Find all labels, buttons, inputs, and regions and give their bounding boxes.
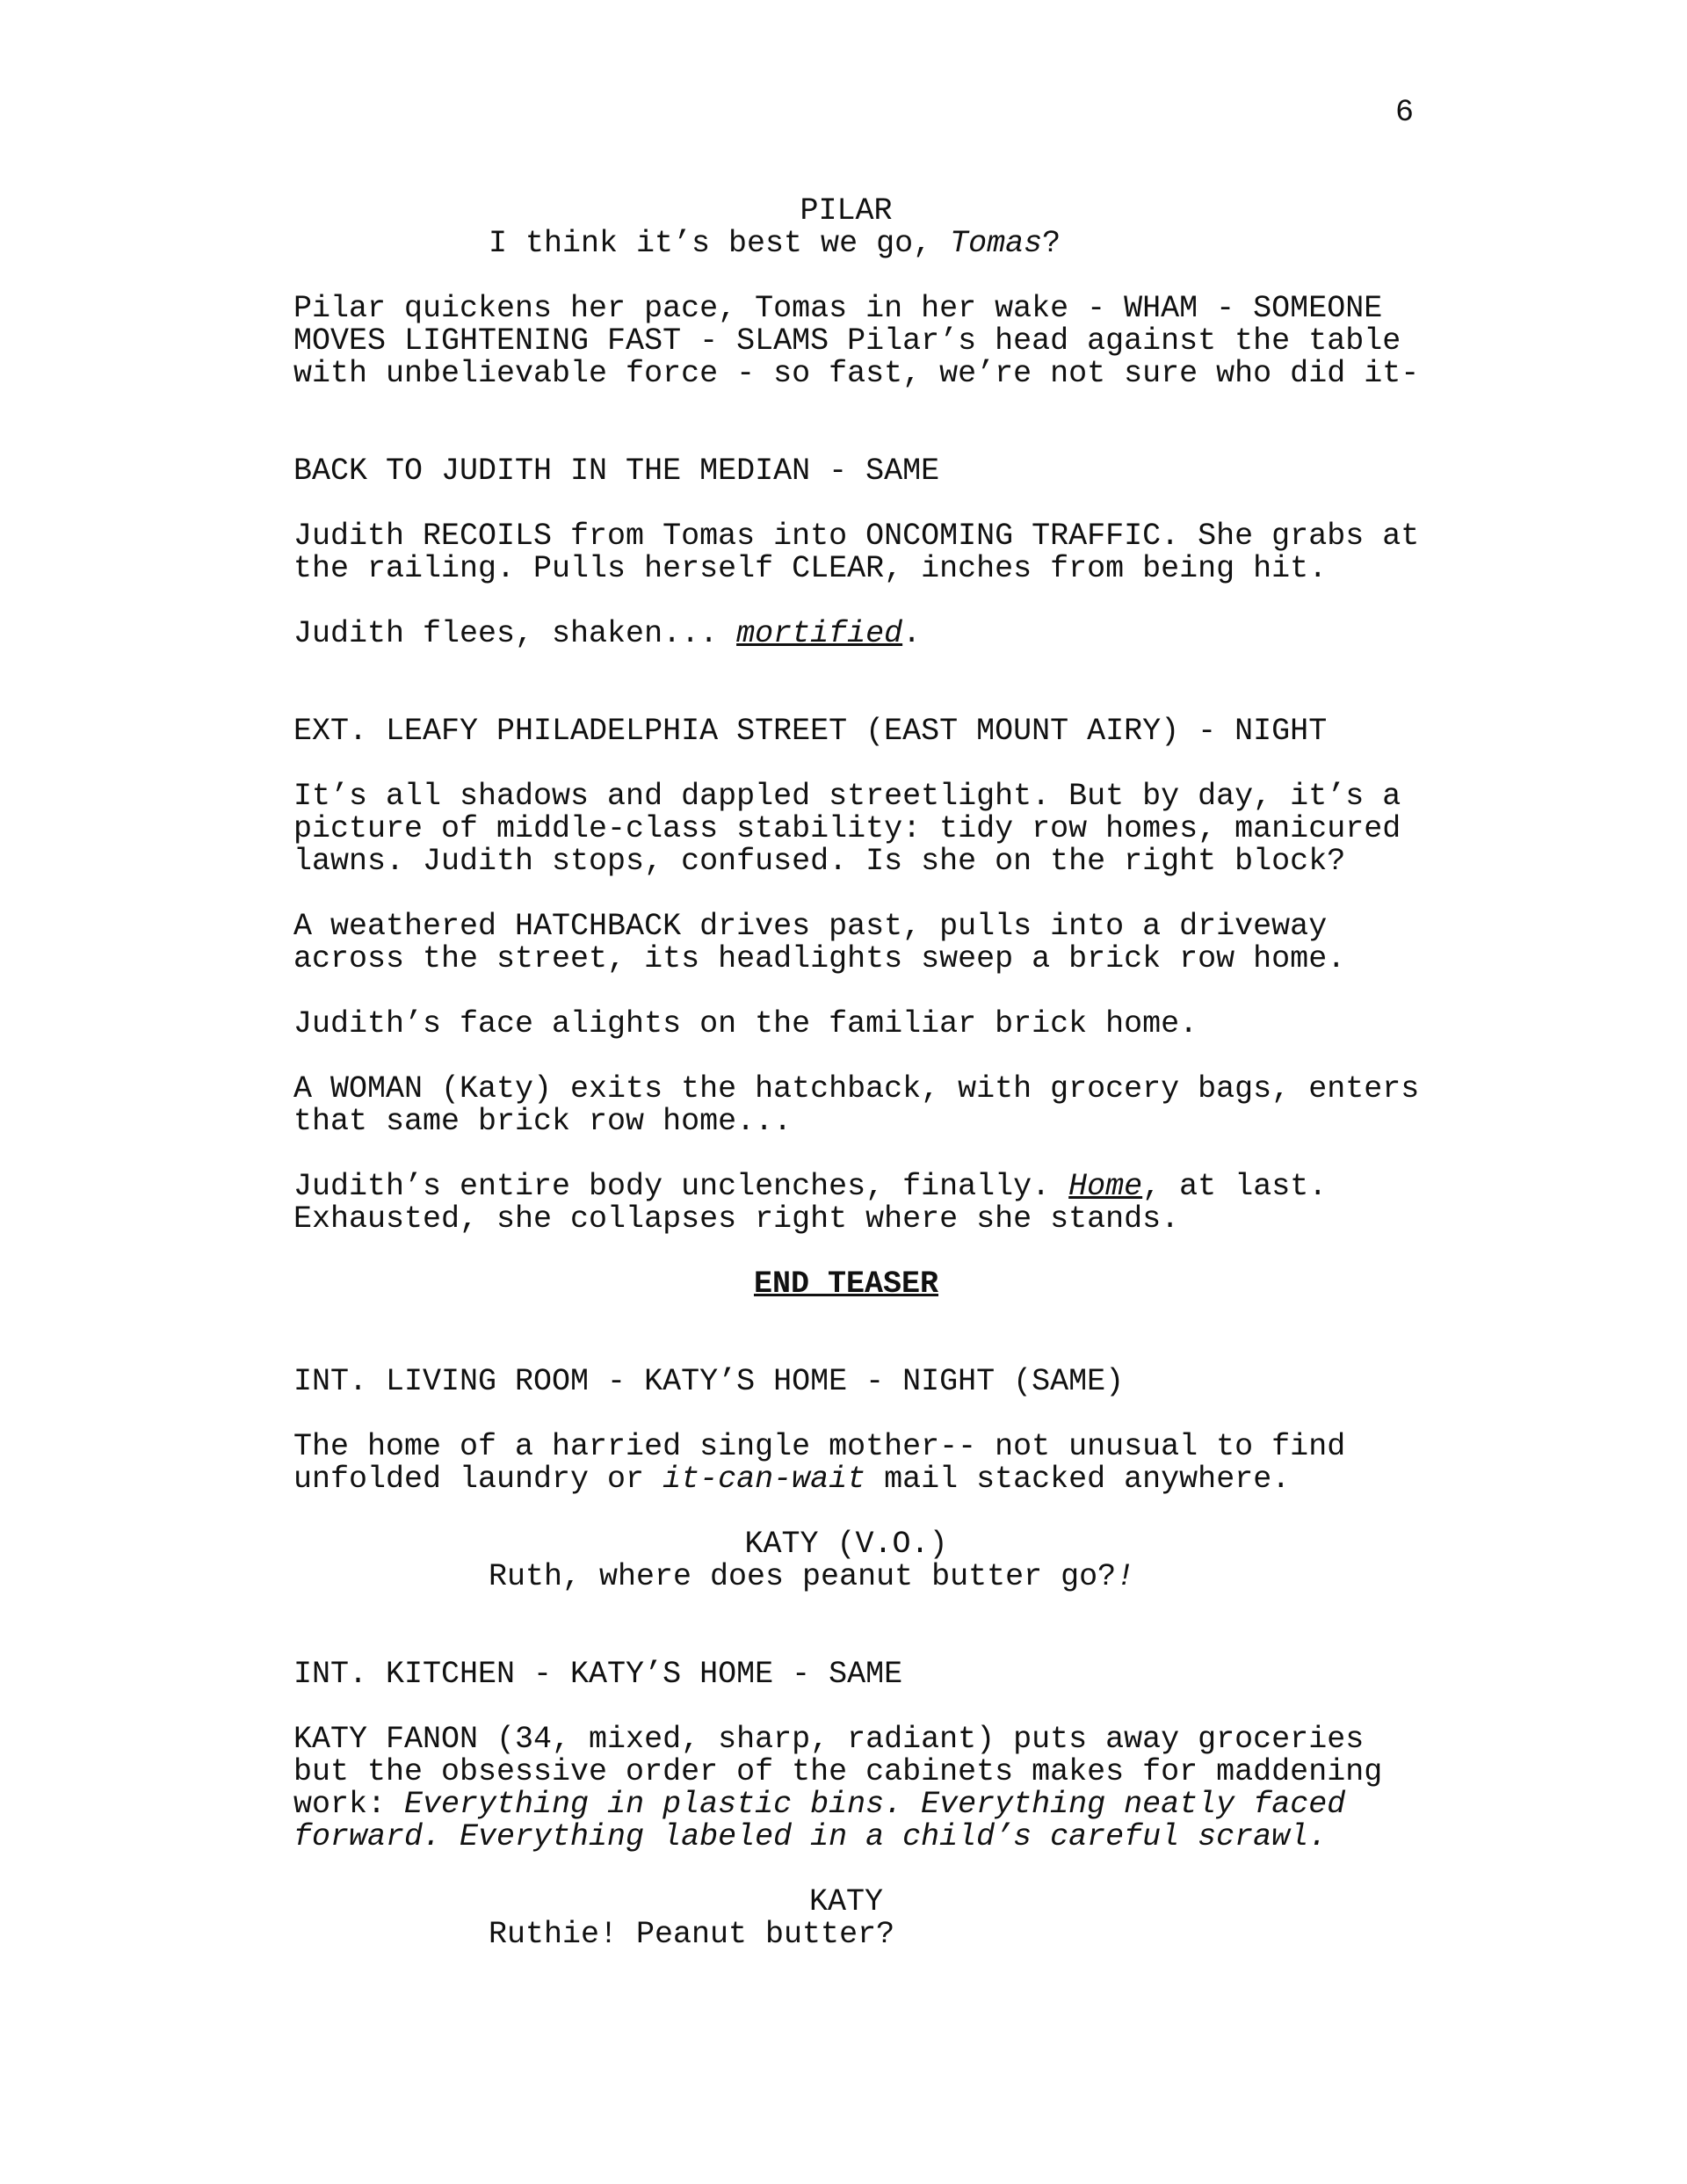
action-emphasis: Home	[1068, 1169, 1143, 1204]
page-number: 6	[1395, 95, 1415, 130]
dialogue-text: ?	[1042, 226, 1061, 261]
action-line	[293, 1821, 1327, 1854]
action-text: mail stacked anywhere.	[865, 1462, 1291, 1497]
action-emphasis: mortified	[736, 616, 903, 651]
action-text: unfolded laundry or	[293, 1462, 663, 1497]
character-name-pilar: PILAR	[800, 193, 893, 229]
action-line	[293, 1463, 1290, 1496]
action-line: but the obsessive order of the cabinets makes for maddening	[293, 1754, 1383, 1789]
scene-heading: EXT. LEAFY PHILADELPHIA STREET (EAST MOUNT AIRY) - NIGHT	[293, 714, 1328, 749]
action-emphasis: forward. Everything labeled in a child’s careful scrawl.	[293, 1819, 1328, 1854]
dialogue-text: I think it’s best we go,	[489, 226, 951, 261]
action-line: Judith RECOILS from Tomas into ONCOMING TRAFFIC. She grabs at	[293, 519, 1420, 554]
character-name-katy-vo: KATY (V.O.)	[744, 1527, 948, 1562]
action-line: Pilar quickens her pace, Tomas in her wake - WHAM - SOMEONE	[293, 291, 1383, 326]
scene-heading: INT. KITCHEN - KATY’S HOME - SAME	[293, 1657, 903, 1692]
action-line: the railing. Pulls herself CLEAR, inches from being hit.	[293, 551, 1328, 586]
action-line: KATY FANON (34, mixed, sharp, radiant) puts away groceries	[293, 1722, 1365, 1757]
dialogue-emphasis: Tomas	[950, 226, 1043, 261]
dialogue-text: Ruth, where does peanut butter go?	[489, 1559, 1117, 1594]
dialogue-katy	[489, 1561, 1134, 1593]
action-emphasis: Everything in plastic bins. Everything neatly faced	[404, 1787, 1346, 1822]
action-line: Judith’s face alights on the familiar brick home.	[293, 1006, 1198, 1041]
dialogue-katy: Ruthie! Peanut butter?	[489, 1917, 895, 1952]
dialogue-pilar	[489, 228, 1061, 260]
character-name-katy: KATY	[808, 1884, 883, 1919]
action-emphasis: it-can-wait	[662, 1462, 866, 1497]
action-line: Exhausted, she collapses right where she stands.	[293, 1201, 1180, 1237]
action-line: A WOMAN (Katy) exits the hatchback, with grocery bags, enters	[293, 1071, 1420, 1107]
action-text: , at last.	[1142, 1169, 1328, 1204]
action-line	[293, 1789, 1345, 1821]
action-text: .	[902, 616, 922, 651]
action-line: lawns. Judith stops, confused. Is she on the right block?	[293, 844, 1346, 879]
end-teaser-heading: END TEASER	[753, 1266, 939, 1302]
action-line: that same brick row home...	[293, 1104, 793, 1139]
action-text: Judith’s entire body unclenches, finally.	[293, 1169, 1069, 1204]
action-line: A weathered HATCHBACK drives past, pulls into a driveway	[293, 909, 1328, 944]
scene-heading: BACK TO JUDITH IN THE MEDIAN - SAME	[293, 453, 940, 489]
action-line: with unbelievable force - so fast, we’re not sure who did it-	[293, 356, 1420, 391]
action-text: Judith flees, shaken...	[293, 616, 737, 651]
action-line: It’s all shadows and dappled streetlight. But by day, it’s a	[293, 779, 1401, 814]
scene-heading: INT. LIVING ROOM - KATY’S HOME - NIGHT (SAME)	[293, 1364, 1125, 1399]
action-line: MOVES LIGHTENING FAST - SLAMS Pilar’s head against the table	[293, 323, 1401, 359]
action-line	[293, 618, 921, 650]
action-line: picture of middle-class stability: tidy row homes, manicured	[293, 811, 1401, 846]
action-line: across the street, its headlights sweep a brick row home.	[293, 941, 1346, 976]
action-line	[293, 1171, 1327, 1203]
action-line: The home of a harried single mother-- not unusual to find	[293, 1429, 1346, 1464]
action-text: work:	[293, 1787, 405, 1822]
dialogue-emphasis: !	[1116, 1559, 1135, 1594]
